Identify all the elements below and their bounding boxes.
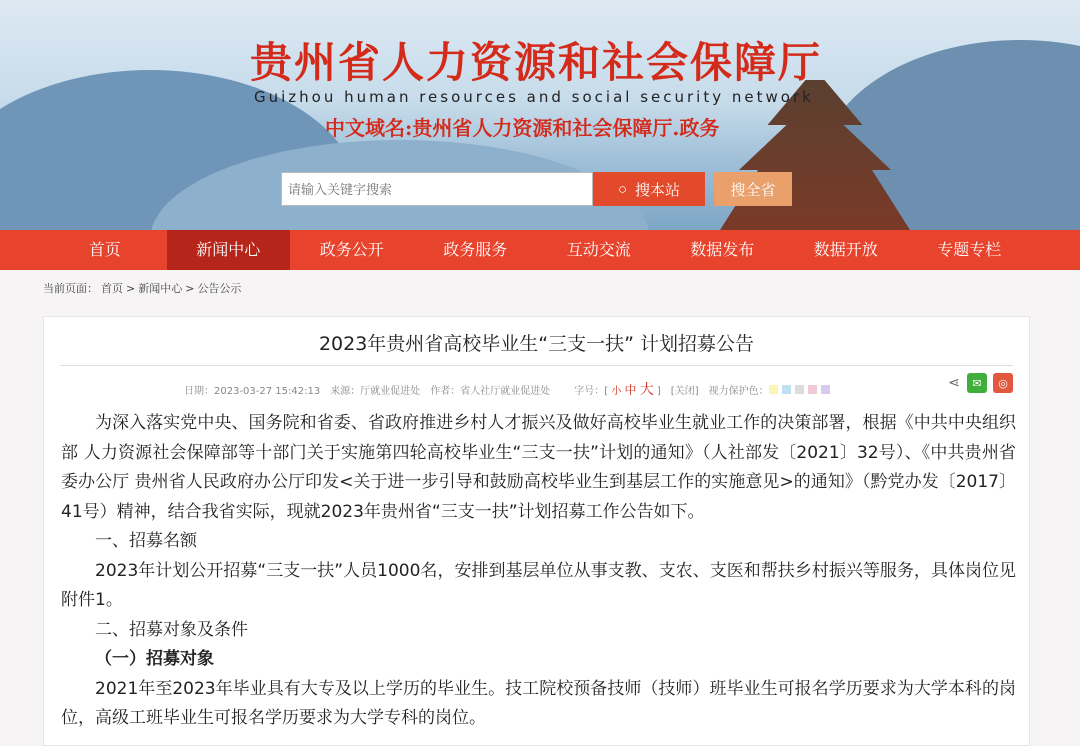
search-province-button[interactable]: 搜全省 [714,172,792,206]
bracket: ] [656,386,661,397]
breadcrumb-label: 当前页面： [43,282,98,295]
nav-open-data[interactable]: 数据开放 [813,240,878,259]
divider [60,365,1013,366]
breadcrumb-news[interactable]: 新闻中心 [138,282,183,295]
search-icon: ○ [617,180,628,198]
search-site-label: 搜本站 [635,181,681,199]
eye-color-gray[interactable] [795,385,804,394]
eye-color-yellow[interactable] [769,385,778,394]
article-meta [184,379,834,399]
nav-home[interactable]: 首页 [88,240,121,259]
paragraph: 2021年至2023年毕业具有大专及以上学历的毕业生。技工院校预备技师（技师）班毕业生可报名学历要求为大学本科的岗位，高级工班毕业生可报名学历要求为大学专科的岗位。 [61,678,1016,728]
eye-color-pink[interactable] [808,385,817,394]
article-author: 作者：省人社厅就业促进处 [430,385,551,397]
font-small-button[interactable]: 小 [611,386,622,397]
share-bar [947,373,1013,393]
article-date: 日期：2023-03-27 15:42:13 [184,385,321,397]
search-site-button[interactable] [593,172,705,206]
breadcrumb [43,280,244,296]
paragraph: 2023年计划公开招募“三支一扶”人员1000名，安排到基层单位从事支教、支农、支医和帮扶乡村振兴等服务，具体岗位见附件1。 [61,560,1016,610]
site-domain: 中文域名:贵州省人力资源和社会保障厅.政务 [325,116,720,140]
nav-topics[interactable]: 专题专栏 [937,240,1002,259]
article-title: 2023年贵州省高校毕业生“三支一扶” 计划招募公告 [318,333,755,355]
article-container [43,316,1030,746]
nav-gov-open[interactable]: 政务公开 [319,240,384,259]
header-banner [0,0,1080,230]
close-button[interactable]: [关闭] [670,385,699,397]
breadcrumb-home[interactable]: 首页 [101,282,123,295]
section-heading: 二、招募对象及条件 [95,619,248,640]
nav-news[interactable]: 新闻中心 [167,230,291,270]
nav-interaction[interactable]: 互动交流 [566,240,631,259]
search-input[interactable] [281,172,593,206]
article-body [61,409,1016,734]
site-title: 贵州省人力资源和社会保障厅 [250,38,823,87]
subsection-heading: （一）招募对象 [95,649,214,669]
main-nav [0,230,1080,270]
paragraph: 为深入落实党中央、国务院和省委、省政府推进乡村人才振兴及做好高校毕业生就业工作的决策部署，根据《中共中央组织部 人力资源社会保障部等十部门关于实施第四轮高校毕业生“三支一扶”计划的通知》（人社部发〔2021〕32号）、《中共贵州省委办公厅 贵州省人民政府办公厅印发<关于进一步引导和鼓励高校毕业生到基层工作的实施意见>的通知》（黔党办发〔2017〕41号）精神，结合我省实际，现就2023年贵州省“三支一扶”计划招募工作公告如下。 [61,413,1016,522]
font-size-label: 字号：[ [574,386,609,397]
wechat-icon[interactable]: ✉ [967,373,987,393]
breadcrumb-sep: > [185,282,195,295]
eye-color-blue[interactable] [782,385,791,394]
section-heading: 一、招募名额 [95,531,197,551]
breadcrumb-sep: > [126,282,136,295]
weibo-icon[interactable]: ◎ [993,373,1013,393]
nav-gov-service[interactable]: 政务服务 [443,240,508,259]
breadcrumb-notices[interactable]: 公告公示 [197,282,242,295]
nav-data-release[interactable]: 数据发布 [690,240,755,259]
font-large-button[interactable]: 大 [639,382,654,398]
font-medium-button[interactable]: 中 [624,383,637,397]
article-source: 来源：厅就业促进处 [330,385,421,397]
eye-protect-label: 视力保护色： [708,385,769,397]
site-subtitle: Guizhou human resources and social security network [254,88,814,106]
share-icon[interactable]: ⋖ [948,375,960,391]
eye-color-purple[interactable] [821,385,830,394]
